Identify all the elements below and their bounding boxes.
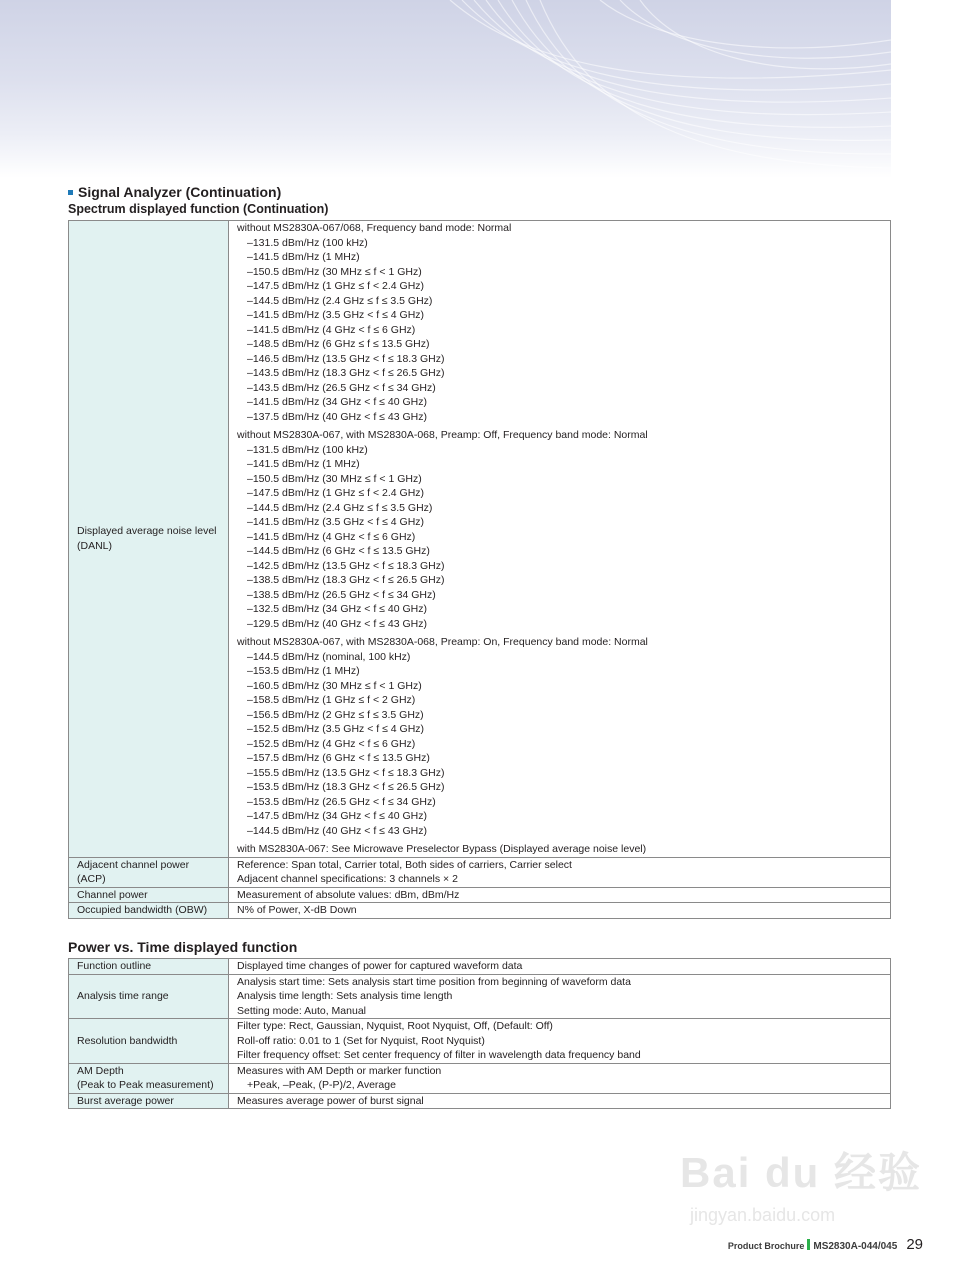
row-value: [229, 903, 891, 919]
danl-value-line: –160.5 dBm/Hz (30 MHz ≤ f < 1 GHz): [247, 679, 422, 692]
danl-value-line: –150.5 dBm/Hz (30 MHz ≤ f < 1 GHz): [247, 265, 422, 278]
row-value: [229, 1063, 891, 1093]
danl-value-line: –141.5 dBm/Hz (1 MHz): [247, 251, 360, 263]
table-row: [69, 974, 891, 1019]
danl-value-line: –141.5 dBm/Hz (3.5 GHz < f ≤ 4 GHz): [247, 516, 425, 528]
row-label: Analysis time range: [69, 974, 229, 1019]
table-row: [69, 1093, 891, 1109]
row-label: Burst average power: [69, 1093, 229, 1109]
danl-value-line: –138.5 dBm/Hz (18.3 GHz < f ≤ 26.5 GHz): [247, 574, 445, 586]
banner-wave-graphic: [0, 0, 891, 178]
danl-condition-group: [237, 635, 882, 838]
danl-value-line: –146.5 dBm/Hz (13.5 GHz < f ≤ 18.3 GHz): [247, 352, 445, 365]
value-line: Measures with AM Depth or marker function: [237, 1064, 442, 1077]
danl-value-line: –152.5 dBm/Hz (3.5 GHz < f ≤ 4 GHz): [247, 723, 425, 735]
danl-value-line: –138.5 dBm/Hz (26.5 GHz < f ≤ 34 GHz): [247, 588, 436, 601]
header-banner: [0, 0, 891, 178]
row-label: Displayed average noise level (DANL): [69, 221, 229, 858]
table-row: [69, 857, 891, 887]
footer-model: MS2830A-044/045: [813, 1241, 898, 1252]
row-label-line: AM Depth: [77, 1064, 124, 1077]
danl-value-line: –141.5 dBm/Hz (34 GHz < f ≤ 40 GHz): [247, 396, 427, 408]
danl-value-line: –157.5 dBm/Hz (6 GHz < f ≤ 13.5 GHz): [247, 752, 430, 764]
danl-value-line: –153.5 dBm/Hz (18.3 GHz < f ≤ 26.5 GHz): [247, 781, 445, 793]
page-number: 29: [906, 1236, 923, 1253]
row-value: [229, 221, 891, 858]
danl-value-line: –129.5 dBm/Hz (40 GHz < f ≤ 43 GHz): [247, 617, 427, 630]
condition-heading: without MS2830A-067, with MS2830A-068, Preamp: Off, Frequency band mode: Normal: [237, 429, 648, 441]
table-row: [69, 903, 891, 919]
value-line: Roll-off ratio: 0.01 to 1 (Set for Nyquist, Root Nyquist): [237, 1034, 485, 1047]
value-line: Analysis time length: Sets analysis time length: [237, 990, 453, 1002]
condition-heading: with MS2830A-067: See Microwave Preselector Bypass (Displayed average noise level): [237, 843, 647, 855]
condition-heading: without MS2830A-067/068, Frequency band mode: Normal: [237, 222, 512, 234]
danl-condition-group: [237, 842, 882, 857]
danl-value-line: –150.5 dBm/Hz (30 MHz ≤ f < 1 GHz): [247, 472, 422, 485]
watermark-url: jingyan.baidu.com: [690, 1205, 836, 1225]
danl-value-line: –147.5 dBm/Hz (1 GHz ≤ f < 2.4 GHz): [247, 280, 425, 292]
danl-value-line: –153.5 dBm/Hz (26.5 GHz < f ≤ 34 GHz): [247, 795, 436, 808]
danl-condition-group: [237, 428, 882, 631]
table-row: [69, 887, 891, 903]
danl-value-line: –144.5 dBm/Hz (2.4 GHz ≤ f ≤ 3.5 GHz): [247, 294, 433, 307]
row-label: [69, 1063, 229, 1093]
danl-value-line: –148.5 dBm/Hz (6 GHz ≤ f ≤ 13.5 GHz): [247, 338, 430, 350]
danl-value-line: –144.5 dBm/Hz (2.4 GHz ≤ f ≤ 3.5 GHz): [247, 501, 433, 514]
row-value: [229, 1019, 891, 1064]
value-line: Displayed time changes of power for captured waveform data: [237, 960, 523, 972]
table-row: [69, 1063, 891, 1093]
value-line: Adjacent channel specifications: 3 channels × 2: [237, 873, 458, 885]
value-line: Measurement of absolute values: dBm, dBm/Hz: [237, 888, 460, 901]
row-value: [229, 1093, 891, 1109]
square-bullet-icon: [68, 190, 73, 195]
danl-value-line: –141.5 dBm/Hz (4 GHz < f ≤ 6 GHz): [247, 323, 416, 336]
row-label: Channel power: [69, 887, 229, 903]
value-line: Setting mode: Auto, Manual: [237, 1004, 366, 1017]
row-value: [229, 887, 891, 903]
row-label: Function outline: [69, 959, 229, 975]
section-title-text: Signal Analyzer (Continuation): [78, 184, 282, 200]
row-label: Adjacent channel power (ACP): [69, 857, 229, 887]
danl-value-line: –141.5 dBm/Hz (1 MHz): [247, 458, 360, 470]
danl-value-line: –131.5 dBm/Hz (100 kHz): [247, 236, 368, 249]
value-line: Analysis start time: Sets analysis start time position from beginning of waveform data: [237, 975, 631, 988]
value-line: Measures average power of burst signal: [237, 1094, 424, 1107]
row-label: Occupied bandwidth (OBW): [69, 903, 229, 919]
value-line: Reference: Span total, Carrier total, Both sides of carriers, Carrier select: [237, 858, 572, 871]
watermark-logo: Bai du 经验: [680, 1149, 923, 1196]
section-title-power-vs-time: Power vs. Time displayed function: [68, 939, 298, 955]
footer-product-brochure: Product Brochure: [727, 1241, 805, 1251]
danl-value-line: –144.5 dBm/Hz (6 GHz < f ≤ 13.5 GHz): [247, 545, 430, 557]
danl-value-line: –137.5 dBm/Hz (40 GHz < f ≤ 43 GHz): [247, 410, 427, 423]
danl-value-line: –147.5 dBm/Hz (1 GHz ≤ f < 2.4 GHz): [247, 487, 425, 499]
danl-value-line: –144.5 dBm/Hz (nominal, 100 kHz): [247, 650, 411, 663]
spectrum-spec-table: [68, 220, 891, 919]
danl-value-line: –141.5 dBm/Hz (3.5 GHz < f ≤ 4 GHz): [247, 309, 425, 321]
danl-value-line: –143.5 dBm/Hz (18.3 GHz < f ≤ 26.5 GHz): [247, 367, 445, 379]
table-row: [69, 1019, 891, 1064]
row-value: [229, 857, 891, 887]
section-subtitle-spectrum: Spectrum displayed function (Continuation): [68, 202, 329, 216]
danl-value-line: –147.5 dBm/Hz (34 GHz < f ≤ 40 GHz): [247, 810, 427, 822]
page-footer: [728, 1236, 923, 1254]
value-line: Filter frequency offset: Set center frequency of filter in wavelength data frequency band: [237, 1049, 641, 1061]
value-line: +Peak, –Peak, (P-P)/2, Average: [247, 1079, 396, 1091]
section-title-signal-analyzer: [68, 184, 281, 200]
danl-value-line: –131.5 dBm/Hz (100 kHz): [247, 443, 368, 456]
condition-heading: without MS2830A-067, with MS2830A-068, Preamp: On, Frequency band mode: Normal: [237, 636, 648, 648]
danl-value-line: –142.5 dBm/Hz (13.5 GHz < f ≤ 18.3 GHz): [247, 559, 445, 572]
footer-separator-bar: [807, 1239, 810, 1250]
danl-condition-group: [237, 221, 882, 424]
table-row: [69, 959, 891, 975]
row-value: [229, 959, 891, 975]
row-value: [229, 974, 891, 1019]
value-line: N% of Power, X-dB Down: [237, 904, 357, 916]
danl-value-line: –156.5 dBm/Hz (2 GHz ≤ f ≤ 3.5 GHz): [247, 708, 424, 721]
power-vs-time-spec-table: [68, 958, 891, 1109]
danl-value-line: –153.5 dBm/Hz (1 MHz): [247, 665, 360, 677]
value-line: Filter type: Rect, Gaussian, Nyquist, Root Nyquist, Off, (Default: Off): [237, 1020, 553, 1032]
danl-value-line: –152.5 dBm/Hz (4 GHz < f ≤ 6 GHz): [247, 737, 416, 750]
danl-value-line: –143.5 dBm/Hz (26.5 GHz < f ≤ 34 GHz): [247, 381, 436, 394]
danl-value-line: –144.5 dBm/Hz (40 GHz < f ≤ 43 GHz): [247, 824, 427, 837]
danl-value-line: –158.5 dBm/Hz (1 GHz ≤ f < 2 GHz): [247, 694, 416, 706]
row-label-line: (Peak to Peak measurement): [77, 1079, 214, 1091]
danl-value-line: –141.5 dBm/Hz (4 GHz < f ≤ 6 GHz): [247, 530, 416, 543]
danl-value-line: –132.5 dBm/Hz (34 GHz < f ≤ 40 GHz): [247, 603, 427, 615]
danl-value-line: –155.5 dBm/Hz (13.5 GHz < f ≤ 18.3 GHz): [247, 766, 445, 779]
table-row: [69, 221, 891, 858]
row-label: Resolution bandwidth: [69, 1019, 229, 1064]
